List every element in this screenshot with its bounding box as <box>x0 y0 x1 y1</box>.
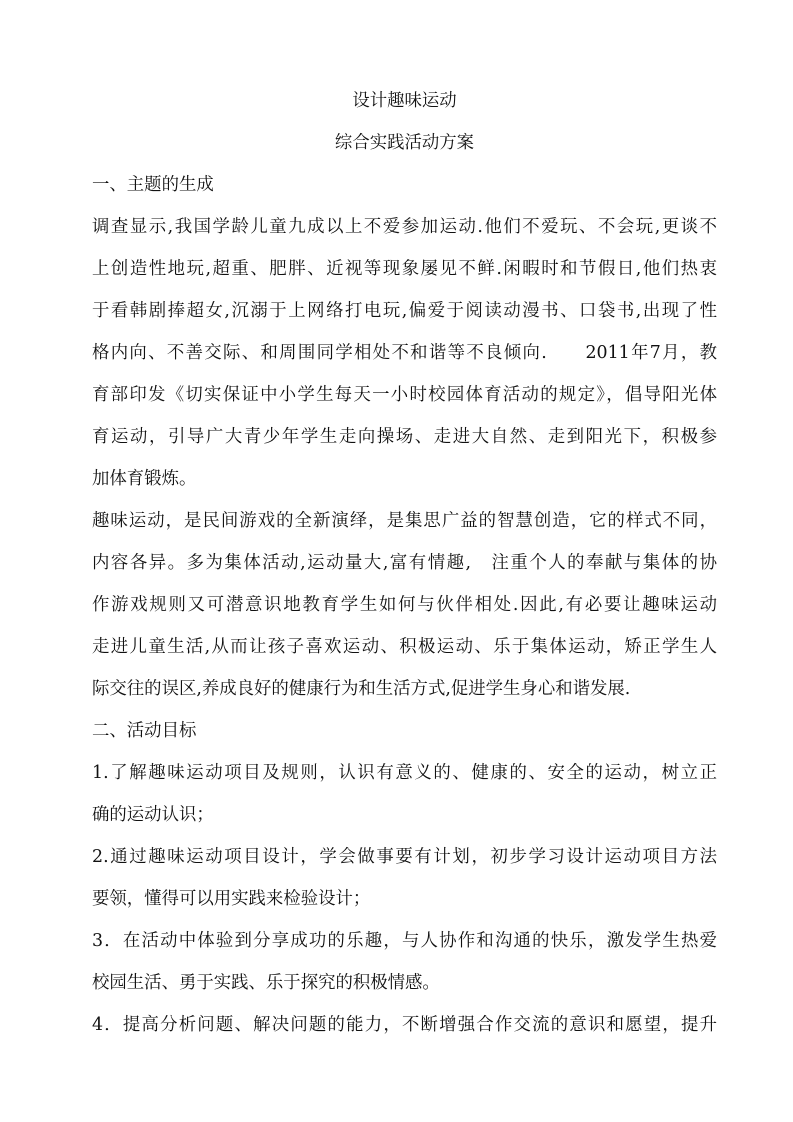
paragraph-line: 趣味运动，是民间游戏的全新演绎，是集思广益的智慧创造，它的样式不同， <box>92 511 717 531</box>
paragraph-line: 调查显示,我国学龄儿童九成以上不爱参加运动.他们不爱玩、不会玩,更谈不 <box>92 217 717 237</box>
goal-line: 要领，懂得可以用实践来检验设计； <box>92 889 371 909</box>
paragraph-line: 育部印发《切实保证中小学生每天一小时校园体育活动的规定》，倡导阳光体 <box>92 385 717 405</box>
paragraph-line: 于看韩剧捧超女,沉溺于上网络打电玩,偏爱于阅读动漫书、口袋书,出现了性 <box>92 301 717 321</box>
goal-line: 3．在活动中体验到分享成功的乐趣，与人协作和沟通的快乐，激发学生热爱 <box>92 931 717 951</box>
paragraph-line: 格内向、不善交际、和周围同学相处不和谐等不良倾向. 2011年7月，教 <box>92 343 717 363</box>
goal-item-2 <box>92 836 717 920</box>
paragraph-line: 内容各异。多为集体活动,运动量大,富有情趣, 注重个人的奉献与集体的协 <box>92 553 717 573</box>
section-heading-theme: 一、主题的生成 <box>92 175 214 195</box>
paragraph-line: 走进儿童生活,从而让孩子喜欢运动、积极运动、乐于集体运动，矫正学生人 <box>92 637 717 657</box>
goal-line: 确的运动认识； <box>92 805 214 825</box>
paragraph-line: 育运动，引导广大青少年学生走向操场、走进大自然、走到阳光下，积极参 <box>92 427 717 447</box>
paragraph-fun-sports <box>92 500 717 710</box>
paragraph-survey <box>92 206 717 500</box>
document-body <box>92 80 717 1046</box>
section-heading-goals: 二、活动目标 <box>92 721 197 741</box>
goal-line: 4．提高分析问题、解决问题的能力，不断增强合作交流的意识和愿望，提升 <box>92 1015 717 1035</box>
document-subtitle: 综合实践活动方案 <box>334 133 475 153</box>
goal-item-4 <box>92 1004 717 1046</box>
paragraph-line: 作游戏规则又可潜意识地教育学生如何与伙伴相处.因此,有必要让趣味运动 <box>92 595 717 615</box>
paragraph-line: 际交往的误区,养成良好的健康行为和生活方式,促进学生身心和谐发展. <box>92 679 631 699</box>
goal-line: 1.了解趣味运动项目及规则，认识有意义的、健康的、安全的运动，树立正 <box>92 763 717 783</box>
goal-line: 2.通过趣味运动项目设计，学会做事要有计划，初步学习设计运动项目方法 <box>92 847 717 867</box>
goal-item-3 <box>92 920 717 1004</box>
document-title: 设计趣味运动 <box>352 91 457 111</box>
goal-line: 校园生活、勇于实践、乐于探究的积极情感。 <box>92 973 440 993</box>
paragraph-line: 加体育锻炼。 <box>92 469 197 489</box>
goal-item-1 <box>92 752 717 836</box>
paragraph-line: 上创造性地玩,超重、肥胖、近视等现象屡见不鲜.闲暇时和节假日,他们热衷 <box>92 259 717 279</box>
